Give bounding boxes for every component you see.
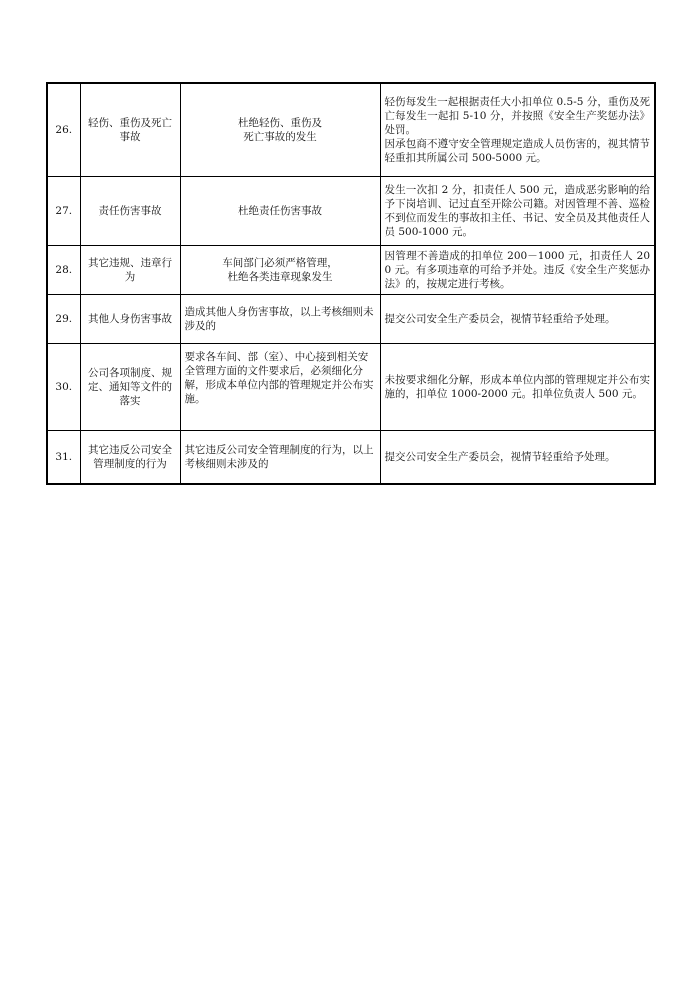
penalty-line: 未按要求细化分解，形成本单位内部的管理规定并公布实施的，扣单位 1000-2000 元。扣单位负责人 500 元。 [384, 374, 650, 400]
row-number: 31. [47, 431, 80, 485]
requirement-cell [180, 177, 380, 246]
row-number: 27. [47, 177, 80, 246]
requirement-cell [180, 344, 380, 431]
item-name: 其它违规、违章行为 [80, 246, 180, 295]
table-row [47, 246, 655, 295]
penalty-cell [380, 431, 655, 485]
penalty-cell [380, 246, 655, 295]
requirement-cell [180, 295, 380, 344]
penalty-line: 发生一次扣 2 分，扣责任人 500 元，造成恶劣影响的给予下岗培训、记过直至开除公司籍。对因管理不善、巡检不到位而发生的事故扣主任、书记、安全员及其他责任人员 500-1000 元。 [384, 184, 650, 238]
table-row [47, 295, 655, 344]
penalty-cell [380, 295, 655, 344]
requirement-line: 造成其他人身伤害事故，以上考核细则未涉及的 [184, 306, 374, 332]
penalty-line: 提交公司安全生产委员会，视情节轻重给予处理。 [384, 313, 616, 325]
requirement-line: 杜绝各类违章现象发生 [227, 271, 333, 283]
requirement-line: 要求各车间、部（室）、中心接到相关安全管理方面的文件要求后，必须细化分解，形成本单位内部的管理规定并公布实施。 [184, 351, 374, 405]
requirement-line: 杜绝责任伤害事故 [238, 205, 322, 217]
penalty-line: 提交公司安全生产委员会，视情节轻重给予处理。 [384, 451, 616, 463]
assessment-table [46, 82, 656, 485]
item-name: 其他人身伤害事故 [80, 295, 180, 344]
requirement-line: 死亡事故的发生 [243, 131, 317, 143]
penalty-line: 因承包商不遵守安全管理规定造成人员伤害的，视其情节轻重扣其所属公司 500-5000 元。 [384, 138, 650, 164]
penalty-line: 轻伤每发生一起根据责任大小扣单位 0.5-5 分，重伤及死亡每发生一起扣 5-10 分，并按照《安全生产奖惩办法》处罚。 [384, 96, 650, 136]
item-name: 轻伤、重伤及死亡事故 [80, 83, 180, 177]
requirement-line: 其它违反公司安全管理制度的行为，以上考核细则未涉及的 [184, 444, 374, 470]
penalty-cell [380, 177, 655, 246]
requirement-line: 杜绝轻伤、重伤及 [238, 117, 322, 129]
penalty-line: 因管理不善造成的扣单位 200－1000 元，扣责任人 200 元。有多项违章的可给予并处。违反《安全生产奖惩办法》的，按规定进行考核。 [384, 250, 650, 290]
item-name: 其它违反公司安全管理制度的行为 [80, 431, 180, 485]
table-row [47, 177, 655, 246]
table-row [47, 83, 655, 177]
penalty-cell [380, 344, 655, 431]
assessment-table-container [46, 82, 654, 485]
table-row [47, 344, 655, 431]
row-number: 30. [47, 344, 80, 431]
requirement-cell [180, 431, 380, 485]
penalty-cell [380, 83, 655, 177]
row-number: 29. [47, 295, 80, 344]
row-number: 28. [47, 246, 80, 295]
table-row [47, 431, 655, 485]
requirement-line: 车间部门必须严格管理， [222, 257, 338, 269]
row-number: 26. [47, 83, 80, 177]
requirement-cell [180, 83, 380, 177]
item-name: 公司各项制度、规定、通知等文件的落实 [80, 344, 180, 431]
item-name: 责任伤害事故 [80, 177, 180, 246]
requirement-cell [180, 246, 380, 295]
